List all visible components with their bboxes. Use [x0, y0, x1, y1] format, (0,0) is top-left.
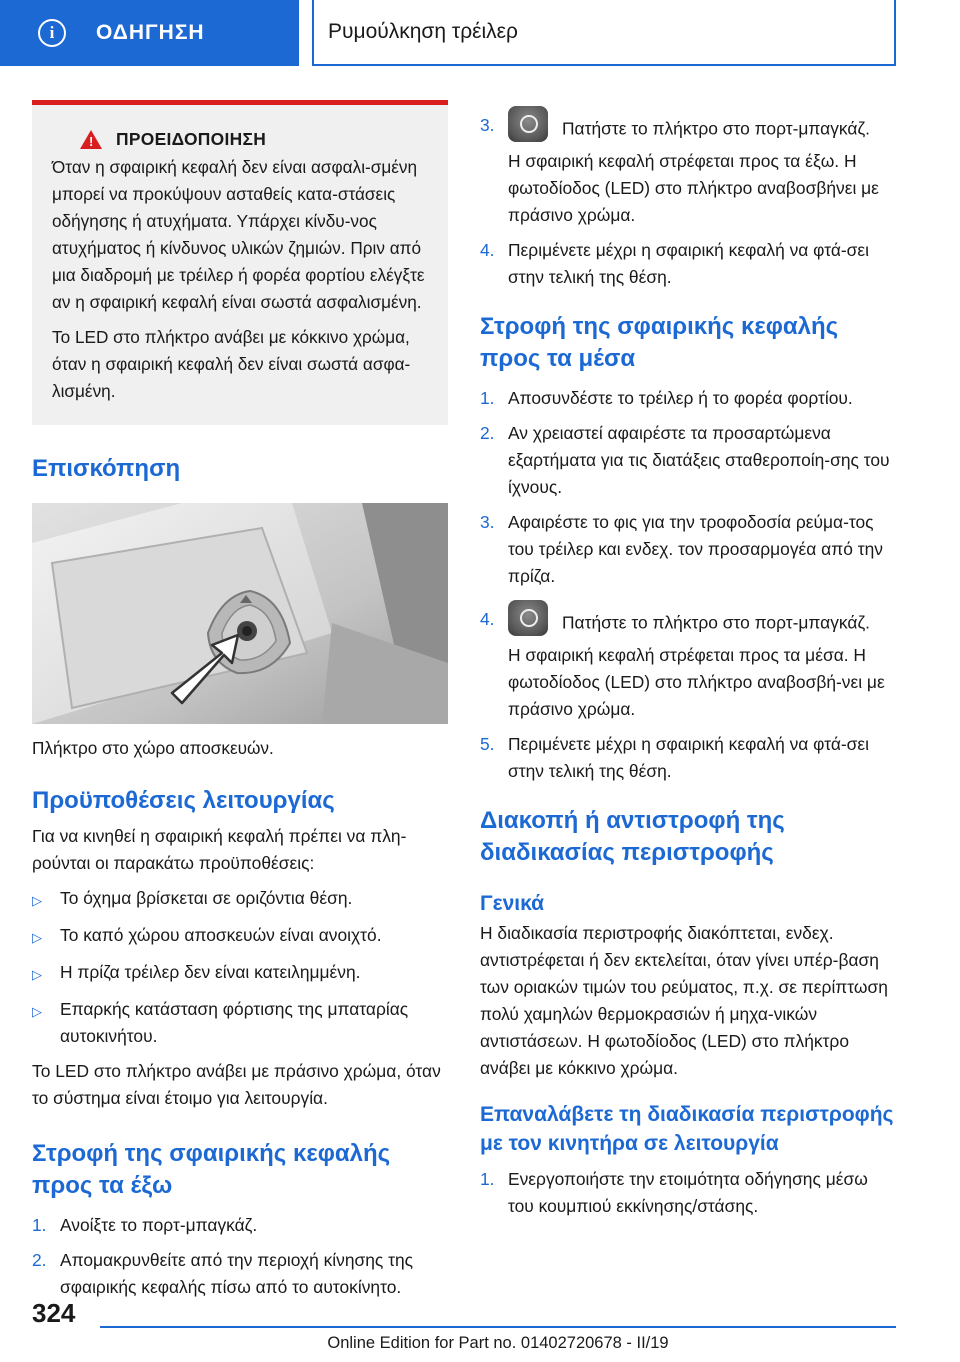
left-column [32, 100, 448, 1309]
overview-heading: Επισκόπηση [32, 455, 181, 482]
preconditions-outro: Το LED στο πλήκτρο ανάβει με πράσινο χρώμα, όταν το σύστημα είναι έτοιμο για λειτουργία. [32, 1061, 441, 1108]
list-item: ▷ Επαρκής κατάσταση φόρτισης της μπαταρίας αυτοκινήτου. [32, 996, 448, 1050]
bullet-icon: ▷ [32, 967, 42, 982]
step-item: 1. Αποσυνδέστε το τρέιλερ ή το φορέα φορτίου. [480, 388, 853, 408]
general-heading: Γενικά [480, 892, 545, 915]
preconditions-heading: Προϋποθέσεις λειτουργίας [32, 787, 335, 814]
repeat-heading: Επαναλάβετε τη διαδικασία περιστροφής με τον κινητήρα σε λειτουργία [480, 1103, 894, 1155]
chapter-tab [312, 0, 896, 66]
bullet-icon: ▷ [32, 1004, 42, 1019]
section-label: ΟΔΗΓΗΣΗ [96, 21, 205, 44]
step-item: 4. Πατήστε το πλήκτρο στο πορτ-μπαγκάζ. Η σφαιρική κεφαλή στρέφεται προς τα μέσα. Η φωτοδίοδος (LED) στο πλήκτρο αναβοσβή-νει με πράσινο χρώμα. [480, 606, 896, 723]
bullet-icon: ▷ [32, 893, 42, 908]
trunk-button-illustration [32, 503, 448, 724]
figure-caption: Πλήκτρο στο χώρο αποσκευών. [32, 738, 274, 758]
trunk-button-photo [32, 503, 448, 724]
list-item: ▷ Το όχημα βρίσκεται σε οριζόντια θέση. [32, 885, 448, 914]
preconditions-intro: Για να κινηθεί η σφαιρική κεφαλή πρέπει να πλη-ρούνται οι παρακάτω προϋποθέσεις: [32, 826, 407, 873]
warning-text: Όταν η σφαιρική κεφαλή δεν είναι ασφαλι-σμένη μπορεί να προκύψουν ασταθείς κατα-στάσεις οδήγησης ή ατυχήματα. Υπάρχει κίνδυ-νος ατυχήματος ή κίνδυνος υλικών ζημιών. Πριν από μια διαδρομή με τρέιλερ ή φορέα φορτίου ελέγξτε αν η σφαιρική κεφαλή είναι σωστά ασφαλισμένη. [52, 157, 425, 312]
section-tab [0, 0, 299, 66]
chapter-title: Ρυμούλκηση τρέιλερ [328, 20, 518, 43]
warning-triangle-icon: ! [80, 130, 102, 149]
info-icon: i [38, 19, 66, 47]
bullet-icon: ▷ [32, 930, 42, 945]
step-item: 3. Πατήστε το πλήκτρο στο πορτ-μπαγκάζ. Η σφαιρική κεφαλή στρέφεται προς τα έξω. Η φωτοδίοδος (LED) στο πλήκτρο αναβοσβήνει με πράσινο χρώμα. [480, 112, 896, 229]
outward-heading: Στροφή της σφαιρικής κεφαλής προς τα έξω [32, 1140, 391, 1199]
edition-footer: Online Edition for Part no. 01402720678 - II/19 [327, 1334, 669, 1352]
step-item: 5. Περιμένετε μέχρι η σφαιρική κεφαλή να φτά-σει στην τελική της θέση. [480, 734, 870, 781]
inward-heading: Στροφή της σφαιρικής κεφαλής προς τα μέσα [480, 313, 839, 372]
general-text: Η διαδικασία περιστροφής διακόπτεται, ενδεχ. αντιστρέφεται ή δεν εκτελείται, όταν γίνει υπέρ-βαση των οριακών τιμών του ρεύματος, π.χ. σε περίπτωση πολύ χαμηλών θερμοκρασιών ή μηχα-νικών αντιστάσεων. Η φωτοδίοδος (LED) στο πλήκτρο ανάβει με κόκκινο χρώμα. [480, 923, 888, 1078]
list-item: ▷ Η πρίζα τρέιλερ δεν είναι κατειλημμένη. [32, 959, 448, 988]
step-item: 2. Απομακρυνθείτε από την περιοχή κίνησης της σφαιρικής κεφαλής πίσω από το αυτοκίνητο. [32, 1250, 414, 1297]
repeat-steps [480, 1166, 896, 1220]
right-column [480, 112, 896, 1228]
outward-steps-continued [480, 112, 896, 291]
footer-divider [100, 1326, 896, 1328]
interrupt-heading: Διακοπή ή αντιστροφή της διαδικασίας περιστροφής [480, 807, 785, 866]
trailer-hitch-button-icon [508, 106, 548, 142]
preconditions-list [32, 885, 448, 1050]
warning-title: ΠΡΟΕΙΔΟΠΟΙΗΣΗ [116, 129, 267, 149]
warning-box [32, 100, 448, 425]
step-item: 2. Αν χρειαστεί αφαιρέστε τα προσαρτώμενα εξαρτήματα για τις διατάξεις σταθεροποίη-σης του ίχνους. [480, 423, 890, 497]
list-item: ▷ Το καπό χώρου αποσκευών είναι ανοιχτό. [32, 922, 448, 951]
warning-led-note: Το LED στο πλήκτρο ανάβει με κόκκινο χρώμα, όταν η σφαιρική κεφαλή δεν είναι σωστά ασφα-λισμένη. [52, 327, 411, 401]
page-number: 324 [32, 1298, 76, 1328]
inward-steps [480, 385, 896, 785]
step-item: 3. Αφαιρέστε το φις για την τροφοδοσία ρεύμα-τος του τρέιλερ και ενδεχ. τον προσαρμογέα από την πρίζα. [480, 512, 883, 586]
outward-steps [32, 1212, 448, 1301]
step-item: 1. Ενεργοποιήστε την ετοιμότητα οδήγησης μέσω του κουμπιού εκκίνησης/στάσης. [480, 1169, 868, 1216]
step-item: 1. Ανοίξτε το πορτ-μπαγκάζ. [32, 1215, 258, 1235]
step-item: 4. Περιμένετε μέχρι η σφαιρική κεφαλή να φτά-σει στην τελική της θέση. [480, 240, 870, 287]
trailer-hitch-button-icon [508, 600, 548, 636]
warning-header [80, 129, 430, 150]
